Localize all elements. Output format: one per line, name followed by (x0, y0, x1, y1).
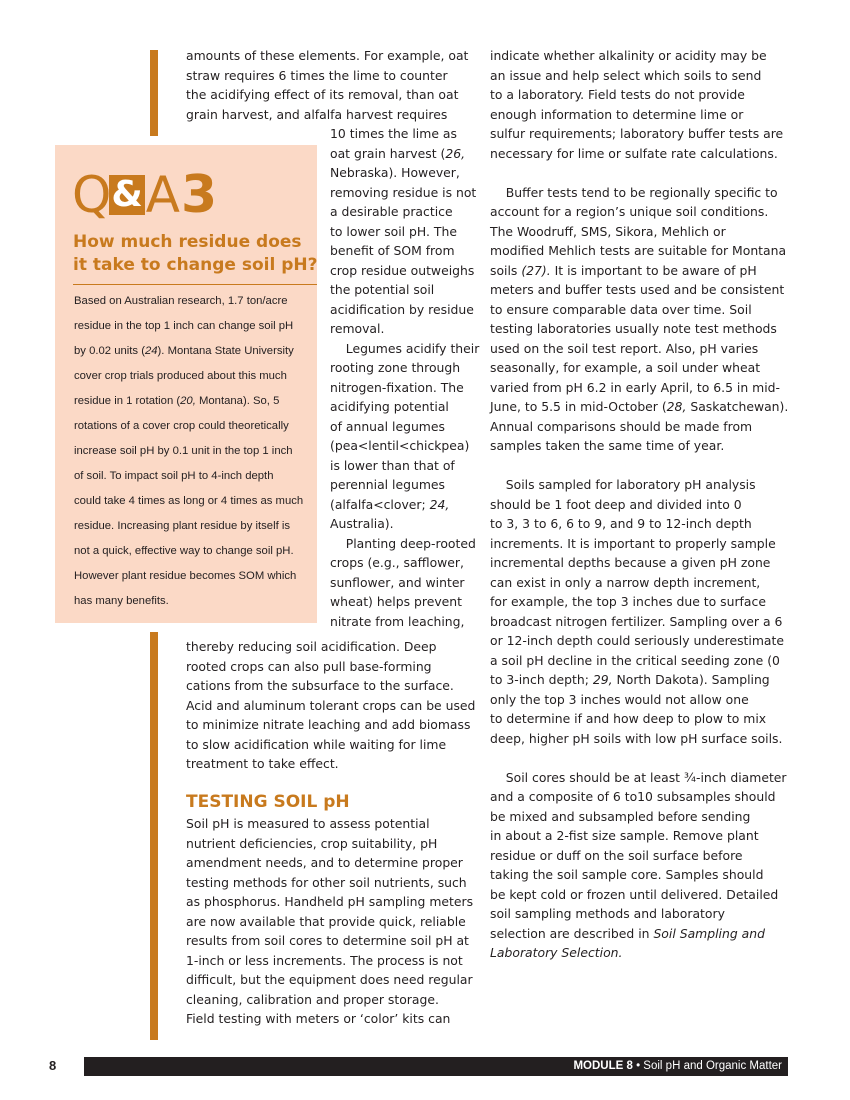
text-segment: soil sampling methods and laboratory (490, 906, 725, 921)
text-segment: the potential soil (330, 282, 435, 297)
text-line (330, 280, 434, 300)
text-line (490, 475, 756, 495)
text-line (490, 280, 784, 300)
text-line (490, 144, 778, 164)
text-segment: wheat) helps prevent (330, 594, 462, 609)
text-segment: only the top 3 inches would not allow one (490, 691, 749, 707)
text-segment: June, to 5.5 in mid-October ( (490, 399, 667, 414)
text-line (330, 397, 449, 417)
text-segment: enough information to determine lime or (490, 106, 744, 122)
text-segment: Saskatchewan). (686, 399, 789, 414)
text-segment: The Woodruff, SMS, Sikora, Mehlich or (490, 223, 726, 239)
text-segment: by 0.02 units ( (74, 345, 145, 357)
text-segment: selection are described in (490, 925, 654, 941)
text-line (186, 754, 339, 774)
text-line (186, 696, 475, 716)
text-line (330, 573, 465, 593)
text-line (74, 368, 287, 384)
text-line (490, 222, 726, 242)
text-segment: rooted crops can also pull base-forming (186, 658, 432, 674)
text-line (490, 885, 778, 905)
text-line (330, 475, 445, 495)
text-line (490, 787, 776, 807)
text-segment: residue or duff on the soil surface before (490, 847, 743, 863)
text-segment: thereby reducing soil acidification. Deep (186, 639, 437, 654)
text-line (330, 339, 479, 359)
text-segment: Legumes acidify their (330, 340, 480, 356)
qa-title-q: Q (72, 166, 109, 224)
text-line (330, 241, 455, 261)
text-segment: or 12-inch depth could seriously underestimate (490, 633, 785, 648)
text-line (186, 951, 463, 971)
text-segment: rotations of a cover crop could theoretically (74, 420, 289, 432)
text-segment: Field testing with meters or ‘color’ kits can (186, 1011, 451, 1026)
text-segment: be kept cold or frozen until delivered. Detailed (490, 886, 779, 902)
text-segment: Soils sampled for laboratory pH analysis (490, 477, 756, 492)
text-line (186, 990, 439, 1010)
text-line (490, 553, 770, 573)
text-line (330, 358, 460, 378)
text-segment: residue. Increasing plant residue by itself is (74, 520, 291, 532)
text-segment: to determine if and how deep to plow to mix (490, 711, 767, 726)
text-segment: However plant residue becomes SOM which (74, 570, 297, 582)
text-segment: amounts of these elements. For example, oat (186, 48, 469, 63)
text-segment: could take 4 times as long or 4 times as much (74, 495, 304, 507)
text-segment: deep, higher pH soils with low pH surface soils. (490, 730, 783, 746)
footer-bullet: • (632, 1060, 644, 1072)
text-segment: rooting zone through (330, 360, 461, 375)
text-segment: Acid and aluminum tolerant crops can be used (186, 697, 476, 713)
text-segment: meters and buffer tests used and be consistent (490, 282, 785, 297)
text-segment: seasonally, for example, a soil under wheat (490, 360, 761, 375)
text-segment: necessary for lime or sulfate rate calculations. (490, 145, 778, 161)
text-segment: (alfalfa<clover; (330, 496, 430, 512)
text-segment: be mixed and subsampled before sending (490, 808, 751, 824)
text-segment: removing residue is not (330, 184, 477, 200)
text-segment: incremental depths because a given pH zone (490, 555, 771, 570)
text-line (74, 568, 296, 584)
text-segment: increase soil pH by 0.1 unit in the top 1 inch (74, 445, 293, 457)
text-line (490, 495, 742, 515)
text-segment: acidifying potential (330, 399, 449, 414)
text-segment: in about a 2-fist size sample. Remove plant (490, 828, 759, 843)
text-line (186, 814, 430, 834)
italic-citation: 20, (180, 395, 196, 407)
text-segment: nutrient deficiencies, crop suitability, pH (186, 835, 438, 851)
text-segment: difficult, but the equipment does need regular (186, 972, 473, 987)
text-segment: cover crop trials produced about this much (74, 370, 287, 382)
text-line (490, 66, 761, 86)
text-line (490, 417, 752, 437)
text-segment: residue in 1 rotation ( (74, 395, 181, 407)
text-segment: residue in the top 1 inch can change soil pH (74, 320, 294, 332)
text-segment: Planting deep-rooted (330, 535, 476, 551)
qa-divider (73, 284, 317, 285)
text-segment: varied from pH 6.2 in early April, to 6.5 in mid- (490, 379, 780, 395)
text-line (330, 592, 462, 612)
text-line (490, 924, 765, 944)
text-segment: a desirable practice (330, 204, 453, 219)
text-line (74, 493, 303, 509)
text-line (330, 612, 464, 632)
text-line (330, 222, 457, 242)
text-segment: It is important to be aware of pH (550, 262, 757, 278)
text-line (490, 690, 749, 710)
text-line (186, 931, 469, 951)
text-line (186, 85, 458, 105)
page-number: 8 (49, 1058, 57, 1073)
text-segment: Montana). So, 5 (195, 395, 280, 407)
text-line (74, 543, 294, 559)
text-segment: to 3, 3 to 6, 6 to 9, and 9 to 12-inch depth (490, 516, 752, 531)
text-line (490, 85, 745, 105)
text-line (330, 261, 474, 281)
text-line (330, 378, 464, 398)
footer-module-label (573, 1059, 782, 1074)
text-line (490, 436, 724, 456)
accent-bar-top (150, 50, 158, 136)
italic-citation: 29, (592, 672, 613, 687)
text-segment: perennial legumes (330, 477, 445, 492)
text-line (490, 768, 787, 788)
text-segment: nitrate from leaching, (330, 613, 465, 629)
footer-bar (84, 1057, 788, 1076)
text-line (74, 443, 293, 459)
text-segment: for example, the top 3 inches due to surface (490, 594, 766, 609)
text-line (490, 202, 768, 222)
text-segment: to a laboratory. Field tests do not provide (490, 87, 745, 102)
qa-callout-box (55, 145, 317, 623)
text-line (330, 124, 457, 144)
text-segment: crop residue outweighs (330, 262, 475, 278)
text-line (490, 846, 743, 866)
text-segment: soils (490, 262, 522, 278)
text-line (330, 436, 469, 456)
text-line (186, 105, 447, 125)
text-line (330, 514, 394, 534)
text-segment: straw requires 6 times the lime to counter (186, 67, 448, 83)
text-line (330, 456, 455, 476)
text-line (186, 735, 446, 755)
text-segment: of annual legumes (330, 418, 445, 434)
text-segment: crops (e.g., safflower, (330, 555, 464, 570)
qa-question-line: it take to change soil pH? (73, 255, 318, 275)
text-segment: (pea<lentil<chickpea) (330, 438, 470, 453)
qa-title-number: 3 (180, 165, 218, 225)
text-segment: account for a region’s unique soil conditions. (490, 204, 769, 219)
text-line (186, 715, 470, 735)
text-line (74, 468, 273, 484)
text-segment: Soil cores should be at least ¾-inch diameter (490, 769, 787, 785)
text-line (490, 651, 780, 671)
text-line (186, 834, 437, 854)
text-line (330, 183, 476, 203)
text-line (186, 1009, 450, 1029)
text-line (330, 553, 464, 573)
text-segment: to slow acidification while waiting for lime (186, 736, 447, 752)
text-segment: is lower than that of (330, 457, 455, 473)
text-line (490, 358, 760, 378)
text-segment: indicate whether alkalinity or acidity may be (490, 48, 767, 63)
text-segment: modified Mehlich tests are suitable for Montana (490, 243, 787, 258)
text-segment: testing methods for other soil nutrients, such (186, 874, 467, 890)
text-line (330, 144, 465, 164)
text-line (490, 904, 725, 924)
text-segment: sulfur requirements; laboratory buffer tests are (490, 126, 784, 141)
text-segment: and a composite of 6 to10 subsamples should (490, 789, 776, 804)
accent-bar-bottom (150, 632, 158, 1040)
text-line (186, 676, 454, 696)
text-line (74, 343, 294, 359)
text-line (490, 709, 766, 729)
text-line (74, 593, 169, 609)
text-line (490, 807, 750, 827)
text-line (490, 300, 752, 320)
italic-citation: Soil Sampling and (653, 925, 765, 941)
text-line (186, 637, 436, 657)
text-segment: to ensure comparable data over time. Soil (490, 301, 752, 317)
text-segment: Nebraska). However, (330, 165, 460, 180)
text-segment: should be 1 foot deep and divided into 0 (490, 496, 742, 512)
text-line (490, 729, 782, 749)
italic-citation: 24 (144, 345, 158, 357)
text-segment: amendment needs, and to determine proper (186, 855, 463, 870)
text-segment: used on the soil test report. Also, pH varies (490, 340, 759, 356)
text-line (490, 397, 788, 417)
text-segment: are now available that provide quick, reliable (186, 913, 466, 929)
text-line (186, 657, 432, 677)
text-line (490, 183, 778, 203)
text-line (490, 319, 777, 339)
text-segment: samples taken the same time of year. (490, 438, 725, 453)
italic-citation: 24, (429, 496, 450, 512)
text-segment: Buffer tests tend to be regionally specific to (490, 184, 778, 200)
text-segment: Soil pH is measured to assess potential (186, 816, 430, 831)
text-line (186, 46, 468, 66)
text-segment: cleaning, calibration and proper storage. (186, 991, 439, 1007)
text-segment: has many benefits. (74, 595, 169, 607)
text-line (490, 631, 784, 651)
text-segment: as phosphorus. Handheld pH sampling meters (186, 894, 474, 909)
text-line (490, 241, 786, 261)
footer-module-title: Soil pH and Organic Matter (643, 1060, 782, 1072)
text-line (186, 853, 463, 873)
text-segment: North Dakota). Sampling (612, 672, 770, 687)
text-segment: increments. It is important to properly sample (490, 535, 776, 551)
text-line (74, 293, 288, 309)
text-segment: sunflower, and winter (330, 574, 465, 590)
text-segment: grain harvest, and alfalfa harvest requires (186, 106, 448, 122)
text-line (490, 514, 752, 534)
text-segment: broadcast nitrogen fertilizer. Sampling over a 6 (490, 613, 783, 629)
qa-question-line: How much residue does (73, 232, 302, 252)
text-line (74, 518, 290, 534)
text-line (186, 970, 473, 990)
text-segment: testing laboratories usually note test methods (490, 321, 777, 336)
footer-module-number: MODULE 8 (573, 1060, 633, 1072)
text-segment: Based on Australian research, 1.7 ton/acre (74, 295, 288, 307)
text-line (330, 495, 449, 515)
text-segment: treatment to take effect. (186, 756, 339, 771)
qa-callout-title (72, 165, 217, 237)
text-segment: an issue and help select which soils to send (490, 67, 762, 83)
text-line (490, 105, 743, 125)
text-line (186, 873, 467, 893)
text-line (490, 261, 757, 281)
text-line (74, 318, 293, 334)
qa-question (73, 231, 318, 277)
italic-citation: (27). (521, 262, 551, 278)
italic-citation: 26, (445, 145, 466, 161)
text-segment: Annual comparisons should be made from (490, 418, 753, 434)
text-line (330, 534, 476, 554)
text-line (186, 66, 448, 86)
qa-title-a: A (145, 166, 177, 224)
text-segment: acidification by residue (330, 301, 474, 317)
italic-citation: Laboratory Selection. (490, 945, 623, 960)
text-segment: ). Montana State University (157, 345, 294, 357)
text-line (490, 943, 622, 963)
text-line (490, 670, 770, 690)
text-segment: a soil pH decline in the critical seeding zone (0 (490, 652, 780, 668)
text-segment: the acidifying effect of its removal, than oat (186, 87, 459, 102)
text-line (74, 393, 279, 409)
text-line (330, 300, 474, 320)
section-heading-testing-soil-ph: TESTING SOIL pH (186, 792, 350, 812)
text-line (490, 865, 763, 885)
text-line (490, 124, 783, 144)
text-line (490, 534, 776, 554)
text-segment: 1-inch or less increments. The process is not (186, 952, 463, 968)
text-line (186, 912, 466, 932)
text-segment: nitrogen-fixation. The (330, 379, 464, 395)
text-segment: cations from the subsurface to the surface. (186, 678, 454, 693)
text-line (490, 592, 766, 612)
text-line (330, 202, 453, 222)
text-segment: oat grain harvest ( (330, 145, 446, 161)
qa-title-ampersand: & (111, 174, 143, 215)
text-segment: benefit of SOM from (330, 243, 455, 258)
text-line (490, 612, 782, 632)
text-line (490, 573, 760, 593)
text-line (490, 826, 759, 846)
text-line (490, 339, 758, 359)
text-segment: Australia). (330, 516, 394, 531)
text-segment: removal. (330, 321, 385, 336)
text-line (186, 892, 473, 912)
text-segment: taking the soil sample core. Samples should (490, 867, 764, 882)
text-line (490, 46, 767, 66)
text-segment: of soil. To impact soil pH to 4-inch depth (74, 470, 274, 482)
italic-citation: 28, (666, 399, 687, 414)
text-line (330, 163, 460, 183)
text-line (330, 417, 445, 437)
text-segment: to lower soil pH. The (330, 223, 457, 239)
text-segment: can exist in only a narrow depth increment, (490, 574, 761, 590)
text-segment: to minimize nitrate leaching and add biomass (186, 717, 471, 732)
text-line (330, 319, 384, 339)
text-segment: results from soil cores to determine soil pH at (186, 933, 469, 948)
text-segment: not a quick, effective way to change soil pH. (74, 545, 294, 557)
text-segment: to 3-inch depth; (490, 672, 593, 687)
text-segment: 10 times the lime as (330, 126, 457, 141)
text-line (74, 418, 289, 434)
text-line (490, 378, 780, 398)
